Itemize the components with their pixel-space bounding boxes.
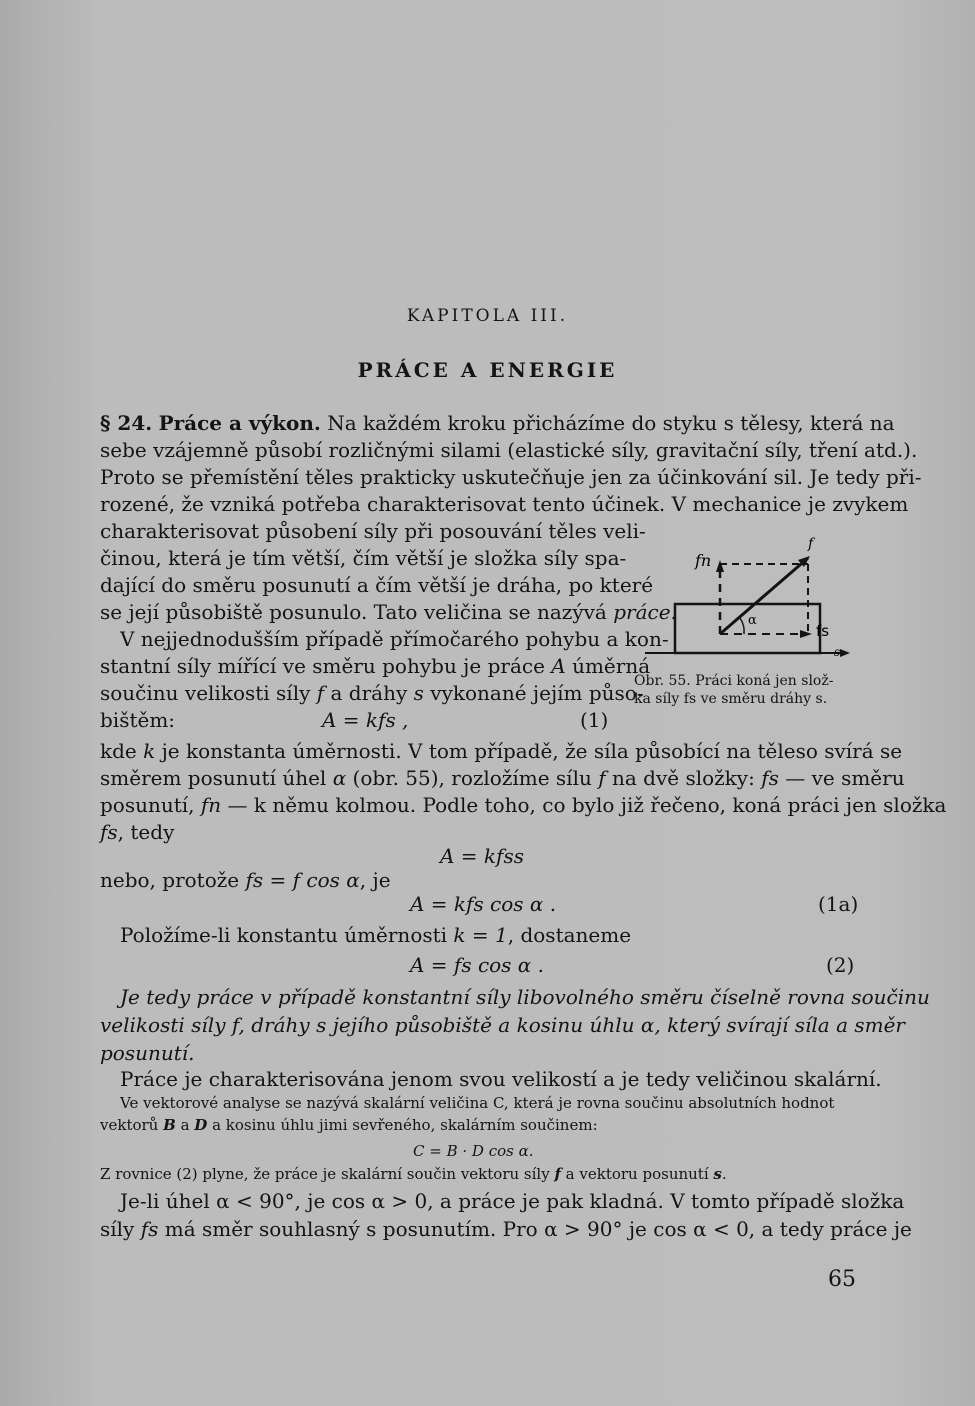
text-s1: Ve vektorové analyse se nazývá skalární veličina C, která je rovna součinu absolutních hodnot — [120, 1094, 835, 1112]
var-fs: fs — [761, 766, 779, 790]
text-l14g: — ve směru — [778, 766, 905, 790]
text-line-8 — [100, 599, 677, 625]
var-A: A — [551, 654, 566, 678]
text-l9: V nejjednodušším případě přímočarého pohybu a kon- — [120, 627, 669, 651]
chapter-label: KAPITOLA III. — [406, 306, 569, 326]
text-l11a: součinu velikosti síly — [100, 681, 317, 705]
text-l24c: má směr souhlasný s posunutím. Pro α > 90° je cos α < 0, a tedy práce je — [158, 1217, 912, 1241]
caption-line-1: Obr. 55. Práci koná jen slož- — [634, 673, 834, 689]
equation-scalar — [413, 1138, 534, 1164]
text-line-2 — [100, 437, 918, 463]
text-l11c: a dráhy — [324, 681, 414, 705]
equation-1 — [322, 707, 408, 733]
alpha-arc — [740, 618, 744, 634]
var-fs2: fs — [100, 820, 118, 844]
var-fn: fn — [200, 793, 222, 817]
text-line-11 — [100, 680, 644, 706]
small-line-1 — [120, 1093, 872, 1113]
text-l19: Je tedy práce v případě konstantní síly libovolného směru číselně rovna součinu — [120, 985, 930, 1009]
term-prace: práce. — [613, 600, 677, 624]
label-f: f — [808, 536, 814, 552]
text-l5: charakterisovat působení síly při posouvání těles veli- — [100, 519, 646, 543]
text-l11e: vykonané jejím půso- — [423, 681, 644, 705]
text-line-20 — [100, 1012, 905, 1038]
text-l14a: směrem posunutí úhel — [100, 766, 333, 790]
equation-4 — [410, 952, 544, 978]
text-l14e: na dvě složky: — [605, 766, 762, 790]
label-alpha: α — [748, 613, 757, 628]
text-line-15 — [100, 792, 947, 818]
text-l13a: kde — [100, 739, 144, 763]
text-s2a: vektorů — [100, 1116, 164, 1134]
equation-3-text: A = kfs cos α . — [410, 892, 557, 916]
text-l18c: , dostaneme — [507, 923, 632, 947]
text-l16b: , tedy — [117, 820, 175, 844]
text-l17a: nebo, protože — [100, 868, 246, 892]
text-line-21 — [100, 1040, 852, 1066]
text-l8a: se její působiště posunulo. Tato veličina se nazývá — [100, 600, 614, 624]
vec-D: D — [194, 1116, 208, 1134]
label-fn: fn — [695, 551, 712, 570]
text-line-1 — [100, 410, 895, 436]
text-line-23 — [120, 1188, 905, 1214]
text-line-3 — [100, 464, 922, 490]
equation-4-number: (2) — [826, 953, 855, 977]
text-line-18 — [120, 922, 872, 948]
small-line-2 — [100, 1115, 852, 1135]
equation-2 — [440, 843, 524, 869]
text-l22: Práce je charakterisována jenom svou velikostí a je tedy veličinou skalární. — [120, 1067, 882, 1091]
text-l21: posunutí. — [100, 1041, 195, 1065]
label-s: s — [834, 645, 841, 659]
text-l10c: úměrná — [565, 654, 651, 678]
text-l14c: (obr. 55), rozložíme sílu — [346, 766, 599, 790]
equation-2-text: A = kfss — [440, 844, 524, 868]
label-fs: fs — [816, 622, 830, 640]
vec-B: B — [163, 1116, 176, 1134]
page-number: 65 — [828, 1267, 856, 1292]
var-s: s — [413, 681, 424, 705]
var-f: f — [316, 681, 325, 705]
text-line-9 — [120, 626, 669, 652]
var-f2: f — [598, 766, 606, 790]
text-l18a: Položíme-li konstantu úměrnosti — [120, 923, 454, 947]
text-s4c: a vektoru posunutí — [560, 1165, 714, 1183]
var-alpha: α — [332, 766, 347, 790]
text-line-16 — [100, 819, 852, 845]
text-l13c: je konstanta úměrnosti. V tom případě, že síla působící na těleso svírá se — [155, 739, 903, 763]
caption-line-2: ka síly fs ve směru dráhy s. — [634, 691, 828, 707]
s-arrowhead — [840, 649, 850, 657]
small-line-4 — [100, 1164, 852, 1184]
text-l1: Na každém kroku přicházíme do styku s tělesy, která na — [327, 411, 895, 435]
text-line-17 — [100, 867, 852, 893]
equation-3-number: (1a) — [818, 892, 859, 916]
text-line-13 — [100, 738, 903, 764]
equation-1-text: A = kfs , — [322, 708, 409, 732]
chapter-title: PRÁCE A ENERGIE — [357, 358, 618, 382]
section-number: § 24. — [100, 411, 153, 435]
force-vector-f — [720, 558, 808, 634]
text-l15a: posunutí, — [100, 793, 201, 817]
text-line-14 — [100, 765, 905, 791]
text-l2: sebe vzájemně působí rozličnými silami (elastické síly, gravitační síly, tření atd.). — [100, 438, 918, 462]
text-l23: Je-li úhel α < 90°, je cos α > 0, a práce je pak kladná. V tomto případě složka — [120, 1189, 905, 1213]
section-heading: Práce a výkon. — [158, 411, 321, 435]
text-s4e: . — [721, 1165, 727, 1183]
text-l4: rozené, že vzniká potřeba charakterisovat tento účinek. V mechanice je zvykem — [100, 492, 909, 516]
fn-arrowhead — [716, 560, 724, 572]
text-l17c: , je — [359, 868, 391, 892]
text-l7: dající do směru posunutí a čím větší je dráha, po které — [100, 573, 654, 597]
equation-4-text: A = fs cos α . — [410, 953, 545, 977]
text-s4a: Z rovnice (2) plyne, že práce je skalární součin vektoru síly — [100, 1165, 555, 1183]
text-l20: velikosti síly f, dráhy s jejího působiště a kosinu úhlu α, který svírají síla a směr — [100, 1013, 905, 1037]
vec-s: s — [713, 1165, 722, 1183]
text-l6: činou, která je tím větší, čím větší je složka síly spa- — [100, 546, 627, 570]
text-l10a: stantní síly mířící ve směru pohybu je práce — [100, 654, 552, 678]
fs-arrowhead — [800, 630, 812, 638]
relation-fs: fs = f cos α — [245, 868, 360, 892]
text-l12: bištěm: — [100, 708, 176, 732]
text-line-6 — [100, 545, 627, 571]
text-line-4 — [100, 491, 909, 517]
force-diagram — [640, 536, 860, 666]
text-s2c: a — [175, 1116, 195, 1134]
text-line-24 — [100, 1216, 912, 1242]
vec-f: f — [554, 1165, 561, 1183]
var-k: k — [143, 739, 156, 763]
var-fs3: fs — [140, 1217, 159, 1241]
text-line-22 — [120, 1066, 882, 1092]
text-line-19 — [120, 984, 930, 1010]
text-line-7 — [100, 572, 654, 598]
text-line-10 — [100, 653, 651, 679]
text-s2e: a kosinu úhlu jimi sevřeného, skalárním součinem: — [207, 1116, 598, 1134]
equation-scalar-text: C = B · D cos α. — [413, 1142, 534, 1160]
equation-3 — [410, 891, 556, 917]
text-l15c: — k němu kolmou. Podle toho, co bylo již řečeno, koná práci jen složka — [221, 793, 947, 817]
text-l24a: síly — [100, 1217, 141, 1241]
text-l3: Proto se přemístění těles prakticky uskutečňuje jen za účinkování sil. Je tedy při- — [100, 465, 922, 489]
var-k1: k = 1 — [453, 923, 508, 947]
figure-caption — [634, 672, 833, 708]
text-line-5 — [100, 518, 646, 544]
equation-1-number: (1) — [580, 708, 609, 732]
